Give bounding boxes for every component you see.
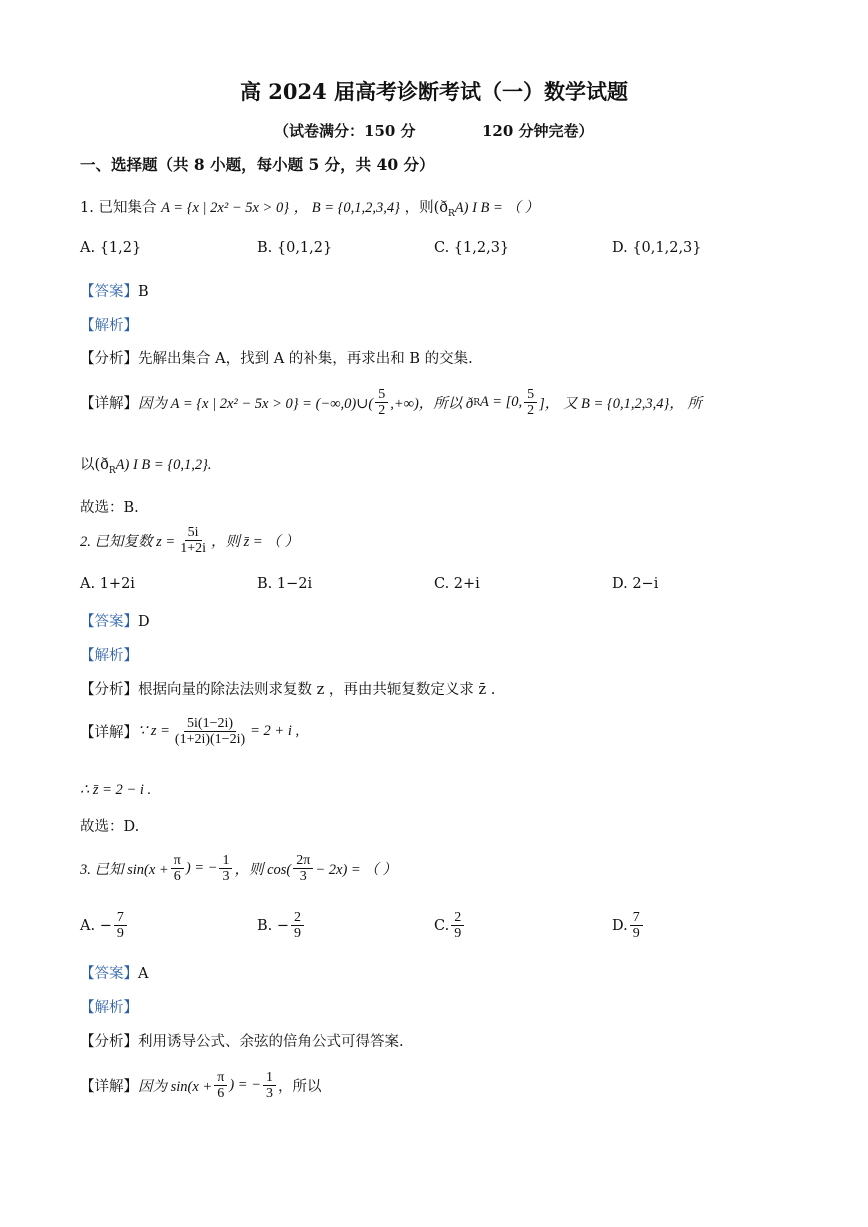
q3-option-b: B. − $\frac{2}{9}$ — [257, 910, 306, 942]
q3-answer: 【答案】A — [80, 966, 149, 982]
q1-option-c: C. {1,2,3} — [434, 240, 510, 256]
q3-frac-pi6: $\frac{\pi}{6}$ — [171, 853, 184, 885]
q2-option-a: A. 1+2i — [80, 576, 135, 592]
q1-detail-line2: 以$(ð_RA)$ I B = {0,1,2}. — [80, 457, 212, 476]
time-note: 120 分钟完卷） — [482, 122, 594, 140]
q1-fenxi-text: 先解出集合 A，找到 A 的补集，再求出和 B 的交集. — [138, 351, 473, 367]
q1-stem-suffix: ，则(ð — [404, 200, 448, 216]
q1-stem-prefix: 1. 已知集合 — [80, 200, 157, 216]
q1-stem — [80, 196, 539, 219]
q2-option-b: B. 1−2i — [257, 576, 313, 592]
q3-option-d: D. $\frac{7}{9}$ — [612, 910, 645, 942]
q1-detail-frac2: $\frac{5}{2}$ — [524, 387, 537, 419]
q3-option-a: A. − $\frac{7}{9}$ — [80, 910, 129, 942]
q1-detail-c: A = [0, — [479, 394, 523, 411]
q1-sub-r: R — [447, 208, 455, 219]
q1-option-b: B. {0,1,2} — [257, 240, 333, 256]
q1-detail: 【详解】 因为 A = {x | 2x² − 5x > 0} = (−∞,0)∪( $\frac{5}{2}$ ,+∞)，所以 ð R A = [0, $\frac{5}{2}$ ]， 又 B = {0,1,2,3,4}， 所 — [80, 387, 702, 419]
fenxi-label: 【分析】 — [80, 351, 138, 367]
q2-conclusion: 故选：D. — [80, 819, 140, 835]
q3-stem: 3. 已知 sin(x + $\frac{\pi}{6}$ ) = − $\frac{1}{3}$ ，则 cos( $\frac{2\pi}{3}$ − 2x) = （ ） — [80, 853, 397, 885]
q3-stem-prefix: 3. 已知 sin(x + — [80, 862, 169, 879]
q1-analysis-label: 【解析】 — [80, 318, 138, 334]
xiangjie-label: 【详解】 — [80, 396, 138, 413]
q3-detail-suffix: ，所以 — [277, 1079, 322, 1096]
q2-detail-frac: $\frac{5i(1-2i)}{(1+2i)(1-2i)}$ — [174, 716, 246, 748]
q3-fenxi: 【分析】利用诱导公式、余弦的倍角公式可得答案. — [80, 1034, 404, 1050]
q1-detail-frac1: $\frac{5}{2}$ — [375, 387, 388, 419]
q1-option-a: A. {1,2} — [80, 240, 142, 256]
q2-option-c: C. 2+i — [434, 576, 480, 592]
q3-frac-third: $\frac{1}{3}$ — [219, 853, 232, 885]
q2-fenxi: 【分析】根据向量的除法法则求复数 z ，再由共轭复数定义求 z̄ . — [80, 682, 496, 698]
q3-frac-2pi3: $\frac{2\pi}{3}$ — [293, 853, 313, 885]
q1-detail-d: ]， 又 B = {0,1,2,3,4}， 所 — [539, 396, 702, 413]
q3-analysis-label: 【解析】 — [80, 1000, 138, 1016]
q1-answer — [80, 280, 149, 301]
q3-fenxi-text: 利用诱导公式、余弦的倍角公式可得答案. — [138, 1034, 404, 1050]
section-heading: 一、选择题（共 8 小题，每小题 5 分，共 40 分） — [80, 155, 435, 174]
q2-answer-value: D — [138, 614, 150, 630]
q1-option-d: D. {0,1,2,3} — [612, 240, 702, 256]
q1-set-b: ， B = {0,1,2,3,4} — [293, 200, 400, 216]
q3-detail-prefix: 因为 sin(x + — [138, 1079, 213, 1096]
q1-detail-a: 因为 A = {x | 2x² − 5x > 0} = (−∞,0)∪( — [138, 396, 374, 413]
page-title: 高 2024 届高考诊断考试（一）数学试题 — [239, 79, 629, 104]
q2-stem-suffix: ，则 z̄ = （ ） — [210, 534, 299, 551]
q2-option-d: D. 2−i — [612, 576, 659, 592]
q1-fenxi — [80, 347, 473, 368]
q1-stem-suffix2: A) I B = （ ） — [454, 200, 540, 216]
q3-detail: 【详解】 因为 sin(x + $\frac{\pi}{6}$ ) = − $\frac{1}{3}$ ，所以 — [80, 1070, 322, 1102]
q2-detail: 【详解】 ∵ z = $\frac{5i(1-2i)}{(1+2i)(1-2i)}$ = 2 + i , — [80, 716, 300, 748]
q2-detail-prefix: ∵ z = — [138, 723, 170, 740]
q1-conclusion: 故选：B. — [80, 500, 139, 516]
q2-stem-prefix: 2. 已知复数 z = — [80, 534, 176, 551]
q2-therefore: ∴ z̄ = 2 − i . — [80, 782, 152, 798]
q3-stem-suffix: − 2x) = （ ） — [315, 862, 397, 879]
q2-fenxi-text: 根据向量的除法法则求复数 z ，再由共轭复数定义求 z̄ . — [138, 682, 496, 698]
q2-answer: 【答案】D — [80, 614, 150, 630]
q3-answer-value: A — [138, 966, 149, 982]
q2-stem — [80, 525, 299, 557]
q1-answer-value: B — [138, 284, 149, 300]
q2-detail-suffix: = 2 + i , — [250, 723, 300, 740]
q1-detail-b: ,+∞)，所以 ð — [390, 396, 474, 413]
q2-analysis-label: 【解析】 — [80, 648, 138, 664]
q3-option-c: C. $\frac{2}{9}$ — [434, 910, 466, 942]
answer-label: 【答案】 — [80, 284, 138, 300]
q2-stem-frac: $\frac{5i}{1+2i}$ — [180, 525, 206, 557]
score-note: （试卷满分：150 分 — [274, 122, 416, 140]
q1-set-a: A = {x | 2x² − 5x > 0} — [161, 200, 289, 216]
